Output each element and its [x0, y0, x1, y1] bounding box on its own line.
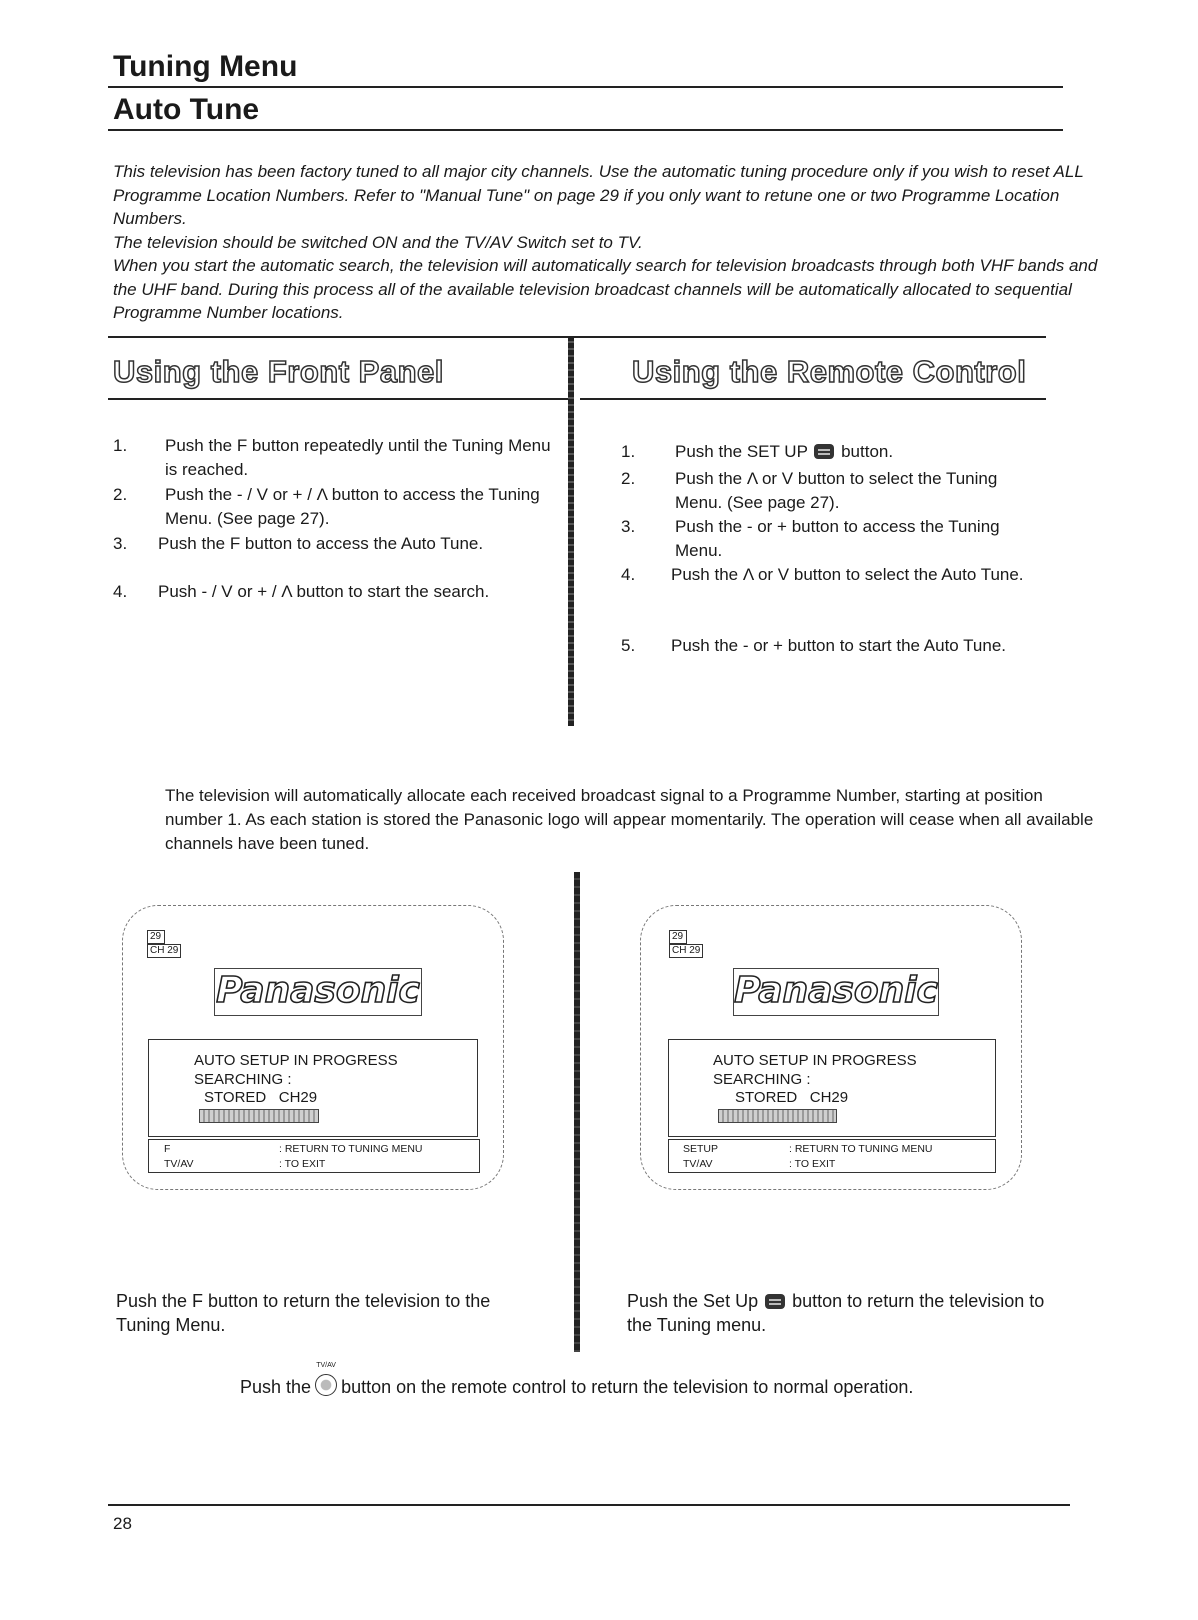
step-text: Push the - or + button to access the Tuning Menu. [675, 517, 1000, 560]
setup-button-icon [765, 1294, 785, 1309]
badge-number: 29 [669, 930, 687, 944]
step-text: Push the F button repeatedly until the Tuning Menu is reached. [165, 436, 551, 479]
page-number: 28 [113, 1514, 132, 1533]
step-number: 3. [113, 534, 128, 553]
step-text: Push the Λ or V button to select the Tuning Menu. (See page 27). [675, 469, 998, 512]
tvav-button-icon [315, 1374, 337, 1396]
step-number: 4. [113, 582, 128, 601]
key-action: : TO EXIT [789, 1158, 836, 1170]
screens-divider [574, 872, 580, 1352]
setup-button-icon [814, 444, 834, 459]
step-number: 2. [113, 485, 128, 504]
badge-channel: CH 29 [669, 944, 703, 958]
front-panel-heading: Using the Front Panel [113, 354, 444, 389]
stored-channel: STORED CH29 [735, 1089, 849, 1106]
step-number: 3. [621, 517, 636, 536]
search-progress-bar [718, 1109, 837, 1123]
intro-paragraph: When you start the automatic search, the television will automatically search for television broadcasts through both VHF bands and the UHF band. During this process all of the available television broadcast channels will be automatically allocated to sequential Programme Number locations. [113, 256, 1098, 322]
searching-label: SEARCHING : [713, 1071, 811, 1088]
intro-paragraph: This television has been factory tuned to all major city channels. Use the automatic tuning procedure only if you wish to reset ALL Programme Location Numbers. Refer to "Manual Tune" on page 29 if you only want to retune one or two Programme Location Numbers. [113, 162, 1084, 228]
step-text: Push the Λ or V button to select the Auto Tune. [671, 565, 1024, 584]
tvav-icon-label: TV/AV [316, 1362, 336, 1369]
remote-heading: Using the Remote Control [632, 354, 1027, 389]
step-number: 4. [621, 565, 636, 584]
step-text-start: Push the SET UP [675, 442, 808, 461]
panasonic-logo: Panasonic [214, 968, 422, 1016]
step-text: Push the F button to access the Auto Tune. [158, 534, 484, 553]
search-progress-bar [199, 1109, 319, 1123]
remote-step-5 [621, 634, 1051, 658]
remote-step-1 [621, 440, 1051, 464]
footer-rule [108, 1504, 1070, 1506]
key-label: TV/AV [164, 1158, 194, 1170]
caption-end: button to return the television to the Tuning menu. [627, 1291, 1045, 1335]
step-text: Push the - or + button to start the Auto Tune. [671, 636, 1007, 655]
intro-paragraph: The television should be switched ON and the TV/AV Switch set to TV. [113, 232, 643, 252]
stored-channel: STORED CH29 [204, 1089, 318, 1106]
final-text-end: button on the remote control to return the television to normal operation. [341, 1377, 914, 1397]
front-step-1 [113, 434, 563, 482]
front-step-2 [113, 483, 563, 531]
remote-step-2 [621, 467, 1051, 515]
right-heading-rule [580, 398, 1046, 400]
final-text-start: Push the [240, 1377, 312, 1397]
key-label: TV/AV [683, 1158, 713, 1170]
auto-setup-message-box [148, 1039, 478, 1137]
progress-title: AUTO SETUP IN PROGRESS [713, 1052, 917, 1069]
columns-top-rule [108, 336, 1046, 338]
left-heading-rule [108, 398, 568, 400]
subtitle-rule [108, 129, 1063, 131]
caption-start: Push the Set Up [627, 1291, 759, 1311]
final-instruction [240, 1362, 914, 1399]
front-step-3 [113, 532, 563, 556]
step-text: Push the - / V or + / Λ button to access the Tuning Menu. (See page 27). [165, 485, 540, 528]
step-text-end: button. [841, 442, 894, 461]
badge-channel: CH 29 [147, 944, 181, 958]
page-title: Auto Tune [113, 93, 260, 126]
front-step-4 [113, 580, 563, 604]
step-number: 1. [113, 436, 128, 455]
key-help-box [148, 1139, 480, 1173]
title-rule [108, 86, 1063, 88]
tv-screen-front-panel [122, 905, 504, 1190]
step-text [675, 440, 1045, 464]
step-number: 1. [621, 442, 636, 461]
step-text: Push - / V or + / Λ button to start the search. [158, 582, 490, 601]
key-label: SETUP [683, 1143, 719, 1155]
progress-title: AUTO SETUP IN PROGRESS [194, 1052, 398, 1069]
searching-label: SEARCHING : [194, 1071, 292, 1088]
panasonic-logo: Panasonic [733, 968, 939, 1016]
badge-number: 29 [147, 930, 165, 944]
intro-text [113, 160, 1103, 325]
remote-step-3 [621, 515, 1051, 563]
remote-step-4 [621, 563, 1051, 611]
step-number: 2. [621, 469, 636, 488]
key-action: : TO EXIT [279, 1158, 326, 1170]
channel-badge [669, 930, 703, 958]
column-divider [568, 336, 574, 726]
section-title: Tuning Menu [113, 50, 298, 83]
caption-remote [627, 1289, 1067, 1337]
key-action: : RETURN TO TUNING MENU [279, 1143, 423, 1155]
allocation-text: The television will automatically allocate each received broadcast signal to a Programme Number, starting at position number 1. As each station is stored the Panasonic logo will appear momentarily. The operation will cease when all available channels have been tuned. [165, 786, 1094, 853]
key-help-box [668, 1139, 996, 1173]
step-number: 5. [621, 636, 636, 655]
auto-setup-message-box [668, 1039, 996, 1137]
caption-front-panel: Push the F button to return the television to the Tuning Menu. [116, 1291, 491, 1335]
channel-badge [147, 930, 181, 958]
tv-screen-remote [640, 905, 1022, 1190]
key-label: F [164, 1143, 171, 1155]
key-action: : RETURN TO TUNING MENU [789, 1143, 933, 1155]
